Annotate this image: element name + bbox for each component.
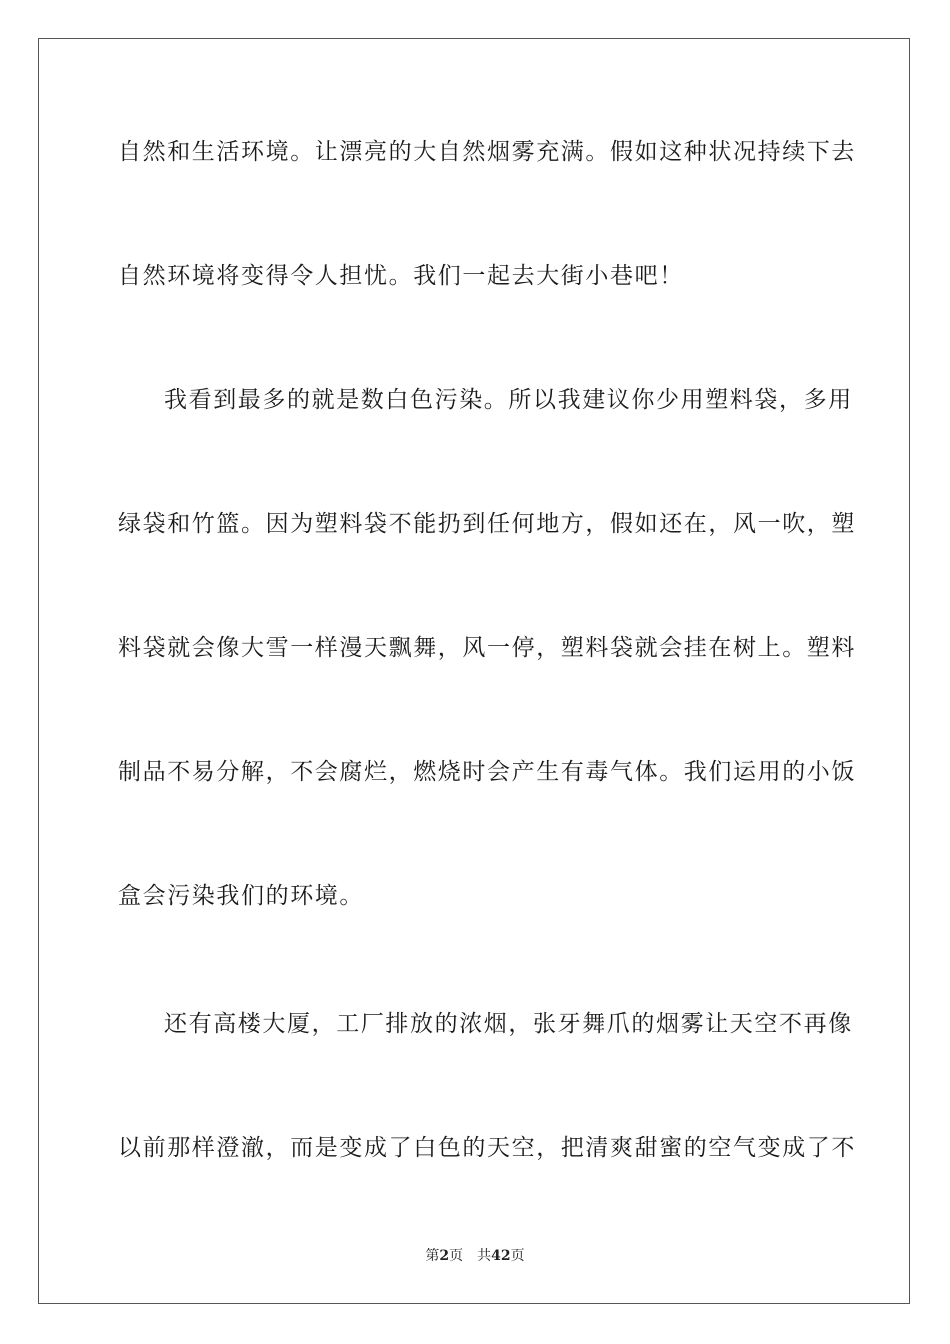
text-line-1: 自然和生活环境。让漂亮的大自然烟雾充满。假如这种状况持续下去: [118, 139, 856, 165]
page-border: [38, 38, 910, 1304]
text-line-6: 制品不易分解，不会腐烂，燃烧时会产生有毒气体。我们运用的小饭: [118, 759, 856, 785]
text-line-4: 绿袋和竹篮。因为塑料袋不能扔到任何地方，假如还在，风一吹，塑: [118, 511, 856, 537]
text-line-3: 我看到最多的就是数白色污染。所以我建议你少用塑料袋，多用: [164, 387, 853, 413]
text-line-5: 料袋就会像大雪一样漫天飘舞，风一停，塑料袋就会挂在树上。塑料: [118, 635, 856, 661]
total-suffix: 页: [510, 1248, 525, 1264]
total-prefix: 共: [477, 1248, 492, 1264]
page-prefix: 第: [425, 1248, 440, 1264]
text-line-8: 还有高楼大厦，工厂排放的浓烟，张牙舞爪的烟雾让天空不再像: [164, 1011, 853, 1037]
text-line-7: 盒会污染我们的环境。: [118, 883, 364, 909]
page-number: 2: [439, 1248, 450, 1264]
page-suffix: 页: [449, 1248, 464, 1264]
text-line-2: 自然环境将变得令人担忧。我们一起去大街小巷吧！: [118, 263, 684, 289]
page-footer: [0, 1247, 950, 1265]
total-pages: 42: [491, 1248, 511, 1264]
text-line-9: 以前那样澄澈，而是变成了白色的天空，把清爽甜蜜的空气变成了不: [118, 1135, 856, 1161]
